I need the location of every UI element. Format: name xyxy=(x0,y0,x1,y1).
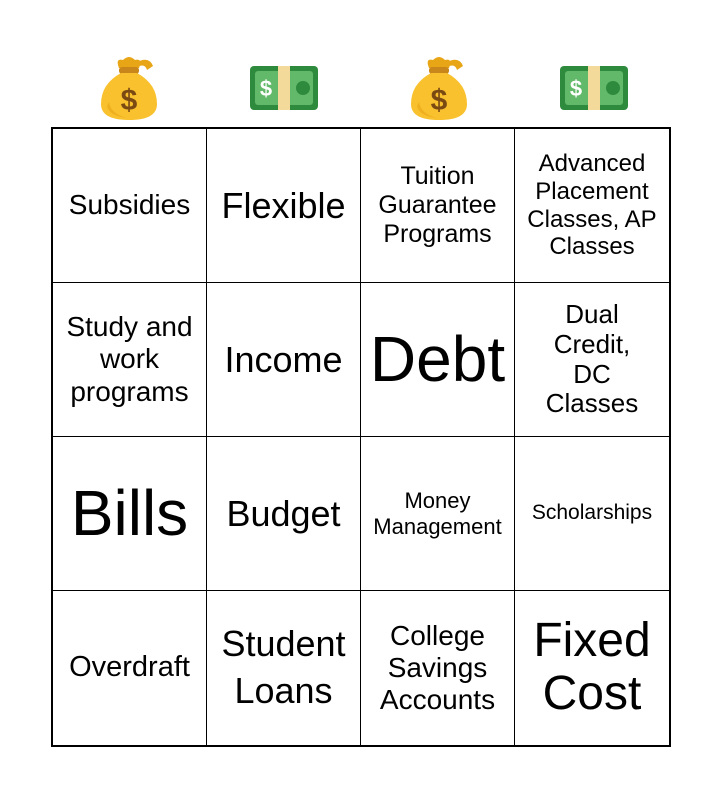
header-cell-4 xyxy=(516,50,671,126)
header-row xyxy=(51,50,671,126)
cell-label: Debt xyxy=(369,322,506,395)
bingo-cell-fixed-cost[interactable] xyxy=(515,591,669,745)
dollar-banknote-icon xyxy=(249,65,319,111)
cell-label: Flexible xyxy=(221,184,346,226)
bingo-cell-tuition-guarantee[interactable] xyxy=(361,129,515,283)
bingo-cell-bills[interactable] xyxy=(53,437,207,591)
svg-text:$: $ xyxy=(120,84,137,117)
svg-text:$: $ xyxy=(259,76,272,101)
cell-label: Overdraft xyxy=(69,651,190,684)
cell-label: Income xyxy=(224,338,343,380)
bingo-cell-money-management[interactable] xyxy=(361,437,515,591)
cell-label: Budget xyxy=(226,492,341,534)
cell-label: Subsidies xyxy=(68,189,191,221)
cell-label: Advanced Placement Classes, AP Classes xyxy=(527,150,657,261)
svg-text:$: $ xyxy=(569,76,582,101)
bingo-board xyxy=(51,127,671,747)
bingo-cell-subsidies[interactable] xyxy=(53,129,207,283)
bingo-cell-income[interactable] xyxy=(207,283,361,437)
cell-label: Bills xyxy=(70,476,189,549)
bingo-cell-student-loans[interactable] xyxy=(207,591,361,745)
bingo-cell-scholarships[interactable] xyxy=(515,437,669,591)
cell-label: Money Management xyxy=(373,488,502,539)
bingo-cell-budget[interactable] xyxy=(207,437,361,591)
cell-label: Scholarships xyxy=(531,501,653,525)
bingo-cell-advanced-placement[interactable] xyxy=(515,129,669,283)
bingo-cell-debt[interactable] xyxy=(361,283,515,437)
cell-label: Student Loans xyxy=(221,623,346,711)
bingo-cell-dual-credit[interactable] xyxy=(515,283,669,437)
cell-label: Study and work programs xyxy=(66,311,193,407)
cell-label: Fixed Cost xyxy=(533,614,651,720)
bingo-cell-overdraft[interactable] xyxy=(53,591,207,745)
cell-label: College Savings Accounts xyxy=(379,619,496,716)
header-cell-2 xyxy=(206,50,361,126)
svg-text:$: $ xyxy=(430,84,447,117)
bingo-cell-study-work[interactable] xyxy=(53,283,207,437)
cell-label: Tuition Guarantee Programs xyxy=(378,162,497,248)
bingo-cell-college-savings[interactable] xyxy=(361,591,515,745)
cell-label: Dual Credit, DC Classes xyxy=(545,298,639,419)
money-bag-icon xyxy=(407,54,471,122)
header-cell-1 xyxy=(51,50,206,126)
dollar-banknote-icon xyxy=(559,65,629,111)
money-bag-icon xyxy=(97,54,161,122)
header-cell-3 xyxy=(361,50,516,126)
bingo-cell-flexible[interactable] xyxy=(207,129,361,283)
